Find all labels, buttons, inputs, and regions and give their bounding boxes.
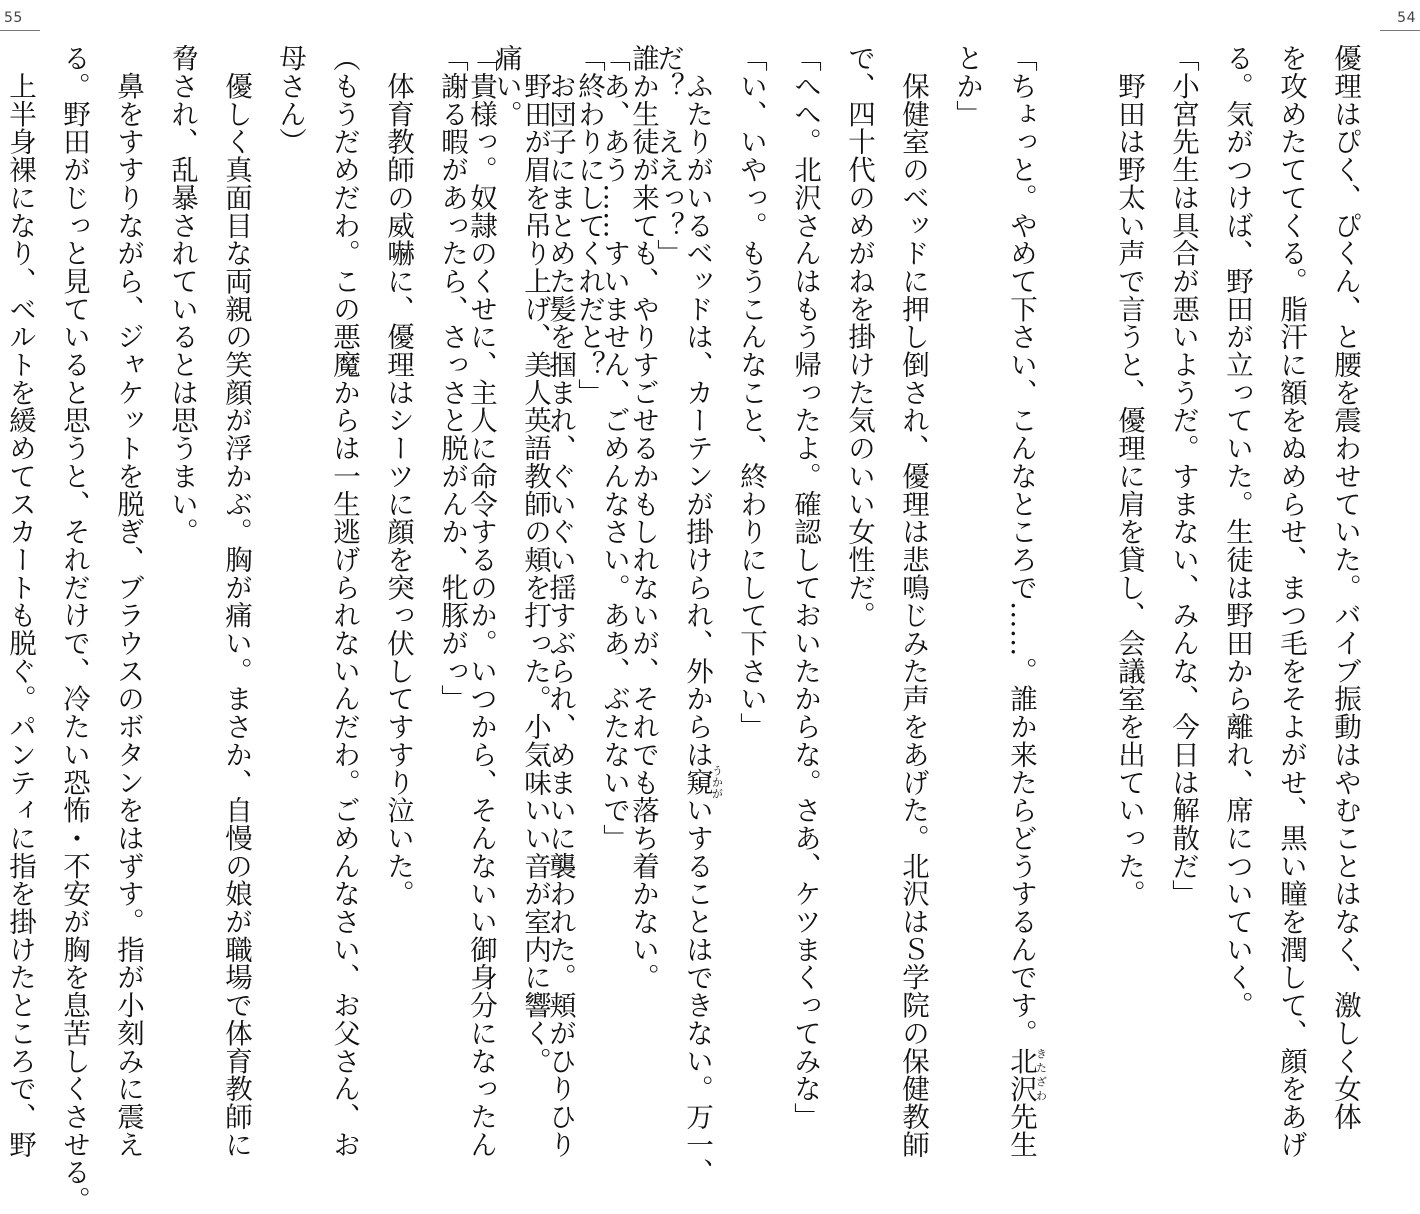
text-line: だ？ ええっ？」 xyxy=(652,44,684,267)
text-line: 「小宮先生は具合が悪いようだ。すまない、みんな、今日は解散だ」 xyxy=(1167,44,1199,908)
text-line: 「謝る暇があったら、さっさと脱がんか、牝豚がっ」 xyxy=(436,44,468,713)
text-line: 「終わりにしてくれだと？」 xyxy=(573,44,605,407)
text-line: 「い、いやっ。もうこんなこと、終わりにして下さい」 xyxy=(735,44,767,741)
text-line: 母さん） xyxy=(274,44,306,156)
left-page-text xyxy=(4,44,695,1214)
text-line: 上半身裸になり、ベルトを緩めてスカートも脱ぐ。パンティに指を掛けたところで、野 xyxy=(4,44,36,1158)
text-line: る。気がつけば、野田が立っていた。生徒は野田から離れ、席についていく。 xyxy=(1221,44,1253,1019)
ruby-annotation: 窺うかが xyxy=(681,765,724,800)
text-line: 優理はぴく、ぴくん、と腰を震わせていた。バイブ振動はやむことはなく、激しく女体 xyxy=(1329,44,1361,1131)
text-line: 誰か生徒が来ても、やりすごせるかもしれないが、それでも落ち着かない。 xyxy=(627,44,659,991)
text-line: ふたりがいるベッドは、カーテンが掛けられ、外からは窺うかがいすることはできない。万一、 xyxy=(681,44,724,1186)
text-line: る。野田がじっと見ていると思うと、それだけで、冷たい恐怖・不安が胸を息苦しくさせる。 xyxy=(58,44,90,1214)
left-header-rule xyxy=(0,30,40,31)
text-line: とか」 xyxy=(951,44,983,128)
text-line: （もうだめだわ。この悪魔からは一生逃げられないんだわ。ごめんなさい、お父さん、お xyxy=(328,44,360,1158)
ruby-reading: きたざわ xyxy=(1034,1046,1048,1103)
text-line: 鼻をすすりながら、ジャケットを脱ぎ、ブラウスのボタンをはずす。指が小刻みに震え xyxy=(112,44,144,1158)
text-line: で、四十代のめがねを掛けた気のいい女性だ。 xyxy=(843,44,875,629)
text-line: 野田は野太い声で言うと、優理に肩を貸し、会議室を出ていった。 xyxy=(1113,44,1145,908)
text-line: 優しく真面目な両親の笑顔が浮かぶ。胸が痛い。まさか、自慢の娘が職場で体育教師に xyxy=(220,44,252,1158)
text-line: 「貴様っ。奴隷のくせに、主人に命令するのか。いつから、そんないい御身分になったん xyxy=(465,44,497,1158)
text-line: 保健室のベッドに押し倒され、優理は悲鳴じみた声をあげた。北沢はＳ学院の保健教師 xyxy=(897,44,929,1158)
text-line: 脅され、乱暴されているとは思うまい。 xyxy=(166,44,198,546)
text-line: お団子にまとめた髪を掴まれ、ぐいぐい揺すぶられ、めまいに襲われた。頬がひりひり xyxy=(544,44,576,1158)
text-line: 「あ、あう……すいません、ごめんなさい。ああ、ぶたないで」 xyxy=(598,44,630,852)
left-page-number: 55 xyxy=(4,10,23,26)
ruby-annotation: 北沢きたざわ xyxy=(1005,1046,1048,1103)
text-line: 野田が眉を吊り上げ、美人英語教師の頬を打った。小気味いい音が室内に響く。 xyxy=(519,44,551,1075)
right-page-number: 54 xyxy=(1397,10,1416,26)
text-line: を攻めたててくる。脂汗に額をぬめらせ、まつ毛をそよがせ、黒い瞳を潤して、顔をあげ xyxy=(1275,44,1307,1158)
text-line: 痛い。 xyxy=(490,44,522,128)
text-line xyxy=(1048,44,1102,974)
text-line: 「へへ。北沢さんはもう帰ったよ。確認しておいたからな。さあ、ケツまくってみな」 xyxy=(789,44,821,1131)
ruby-reading: うかが xyxy=(710,765,724,800)
text-line: 「ちょっと。やめて下さい、こんなところで……。誰か来たらどうするんです。北沢きたざわ先生 xyxy=(1005,44,1048,1159)
right-header-rule xyxy=(1380,30,1420,31)
text-line: 体育教師の威嚇に、優理はシーツに顔を突っ伏してすすり泣いた。 xyxy=(382,44,414,908)
